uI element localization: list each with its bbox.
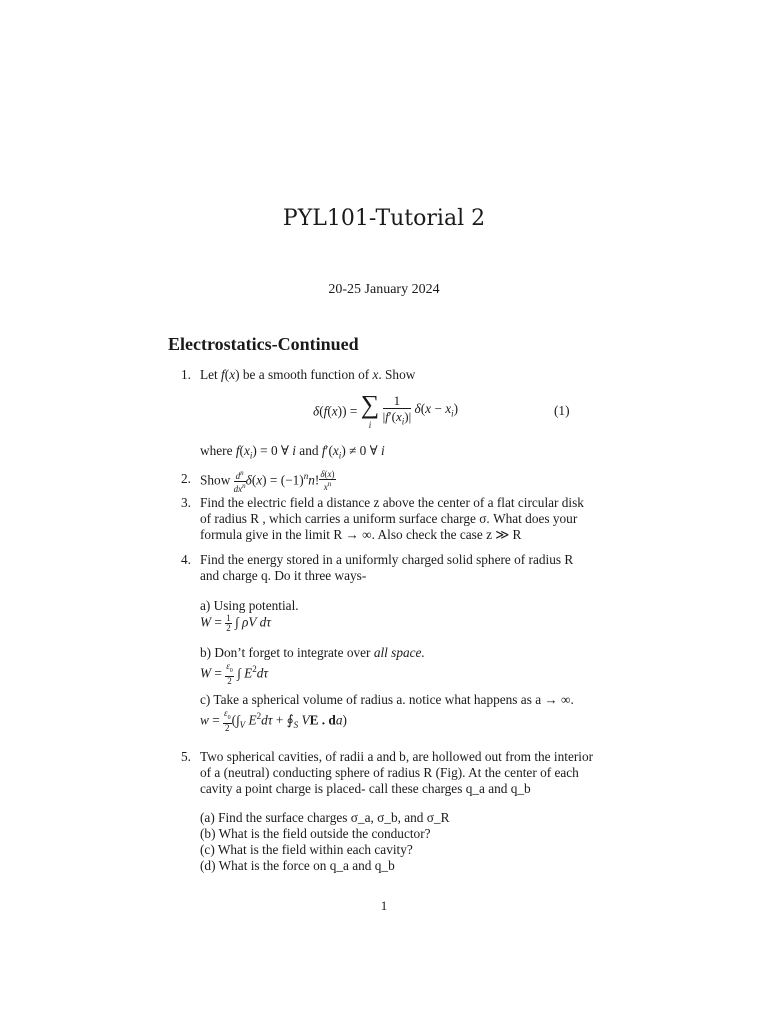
q5-part-a: (a) Find the surface charges σ_a, σ_b, and σ_R: [200, 810, 450, 825]
q4-part-b-lead: b) Don’t forget to integrate over: [200, 645, 371, 660]
q3-text: [200, 495, 600, 543]
q1-equation-number: (1): [554, 403, 570, 418]
q5-text: [200, 749, 610, 797]
q4-text: [200, 552, 600, 584]
q4-part-a-formula: W = $\frac{1}{2}$ ∫ ρV dτ: [200, 613, 272, 633]
q1-where: where $f(x_i) = 0$ ∀ i and $f'(x_i) \ne 0$ ∀ i: [200, 443, 385, 461]
page-number: 1: [380, 898, 388, 913]
q4-part-c-text: c) Take a spherical volume of radius a. notice what happens as a → ∞.: [200, 692, 574, 707]
q4-part-b: [200, 645, 600, 686]
q5-number: 5.: [181, 749, 191, 764]
document-title: PYL101-Tutorial 2: [282, 206, 486, 231]
q1-equation: δ(f(x)) = ∑ i $\frac{1}{|f'(x_i)|}$ $\delta(x - x_i)$: [313, 390, 459, 430]
q3-line-2: of radius R , which carries a uniform surface charge σ. What does your: [200, 511, 578, 526]
q3-number: 3.: [181, 495, 191, 510]
q4-number: 4.: [181, 552, 191, 567]
q5-part-d: (d) What is the force on q_a and q_b: [200, 858, 395, 873]
q4-line-2: and charge q. Do it three ways-: [200, 568, 367, 583]
q5-part-c: (c) What is the field within each cavity?: [200, 842, 413, 857]
section-heading: Electrostatics-Continued: [168, 334, 359, 354]
q4-part-b-emphasis: all space.: [373, 645, 425, 660]
q4-part-c-formula: w = $\frac{\varepsilon_0}{2}$ ($\int_V$ $E^2d\tau$ + $∮_S$ VE . da): [200, 708, 347, 734]
q4-part-a: [200, 598, 600, 633]
q5-parts: [200, 810, 600, 874]
q4-part-b-formula: W = $\frac{\varepsilon_0}{2}$ ∫ $E^2d\tau$: [200, 661, 269, 687]
document-date: 20-25 January 2024: [328, 282, 440, 297]
q5-line-2: of a (neutral) conducting sphere of radius R (Fig). At the center of each: [200, 765, 579, 780]
q1-number: 1.: [181, 367, 191, 382]
q4-line-1: Find the energy stored in a uniformly charged solid sphere of radius R: [200, 552, 574, 567]
q5-line-3: cavity a point charge is placed- call these charges q_a and q_b: [200, 781, 531, 796]
q5-line-1: Two spherical cavities, of radii a and b, are hollowed out from the interior: [200, 749, 594, 764]
q3-line-1: Find the electric field a distance z above the center of a flat circular disk: [200, 495, 584, 510]
q5-part-b: (b) What is the field outside the conductor?: [200, 826, 431, 841]
q4-part-a-text: a) Using potential.: [200, 598, 299, 613]
q4-part-b-text: [200, 645, 600, 661]
q1-lead: Let f(x) be a smooth function of x. Show: [200, 367, 416, 382]
q3-line-3: formula give in the limit R → ∞. Also check the case z ≫ R: [200, 527, 522, 542]
q4-part-c: [200, 692, 610, 733]
q2-label: Show: [200, 472, 231, 488]
q2-text: Show $\frac{d^n}{dx^n}$ $\delta(x) = (-1)^nn$! $\frac{\delta(x)}{x^n}$: [200, 468, 335, 494]
q2-number: 2.: [181, 471, 191, 486]
